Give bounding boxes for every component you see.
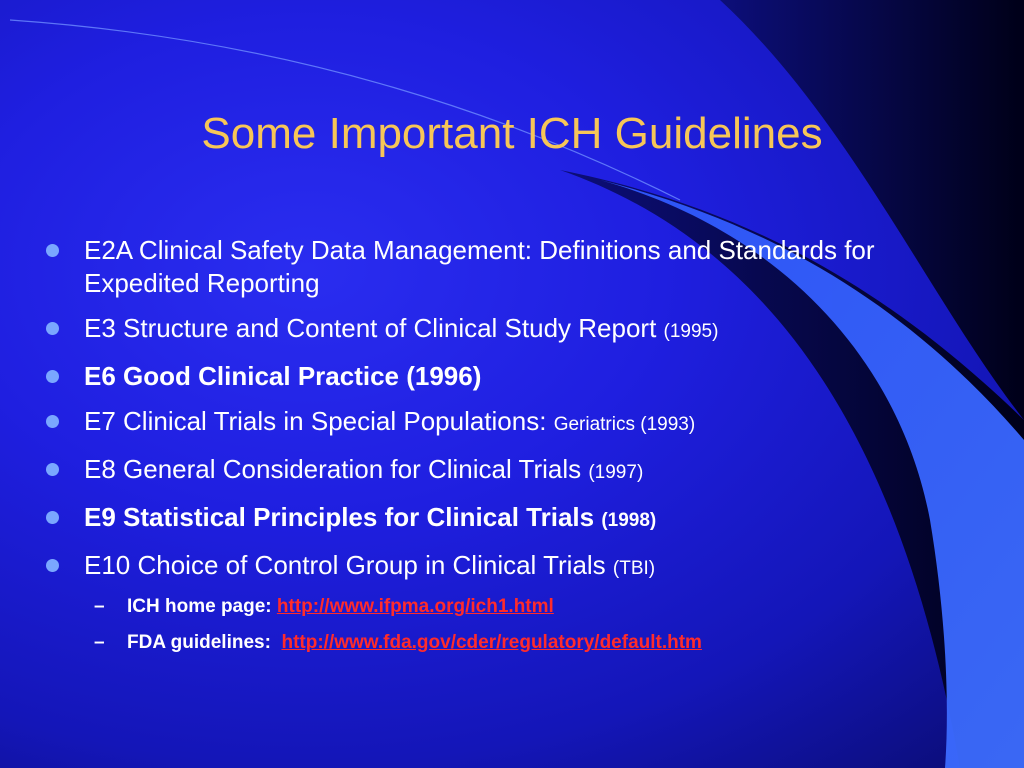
sub-item-ich-home [42,594,942,620]
ich-home-link[interactable]: http://www.ifpma.org/ich1.html [276,596,554,617]
item-note: (1995) [663,321,719,342]
sub-item-fda-guidelines [42,630,942,656]
bullet-dot-icon [46,511,59,524]
list-item [42,360,942,393]
item-text: E7 Clinical Trials in Special Populations: [84,406,554,436]
item-note: Geriatrics (1993) [553,414,696,435]
bullet-dot-icon [46,244,59,257]
list-item [42,453,942,489]
item-text: E2A Clinical Safety Data Management: Definitions and Standards for Expedited Reporting [84,235,875,298]
list-item [42,501,942,537]
sub-item-label: FDA guidelines: [127,632,282,653]
list-item [42,312,942,348]
bullet-dot-icon [46,415,59,428]
item-text: E10 Choice of Control Group in Clinical Trials [84,550,613,580]
bullet-dot-icon [46,322,59,335]
item-text: E3 Structure and Content of Clinical Study Report [84,313,664,343]
item-text: E9 Statistical Principles for Clinical Trials [84,502,602,532]
list-item [42,405,942,441]
list-item [42,234,942,300]
sub-item-label: ICH home page: [127,596,277,617]
dash-icon: – [94,632,105,653]
bullet-dot-icon [46,559,59,572]
item-text: E8 General Consideration for Clinical Trials [84,454,589,484]
item-text: E6 Good Clinical Practice (1996) [84,361,482,391]
slide-title: Some Important ICH Guidelines [201,109,823,158]
item-note: (TBI) [612,558,656,579]
fda-guidelines-link[interactable]: http://www.fda.gov/cder/regulatory/default.htm [281,632,702,653]
dash-icon: – [94,596,105,617]
bullet-dot-icon [46,370,59,383]
bullet-list [42,234,942,666]
item-note: (1997) [588,462,644,483]
bullet-dot-icon [46,463,59,476]
item-note: (1998) [601,510,657,531]
list-item [42,549,942,585]
